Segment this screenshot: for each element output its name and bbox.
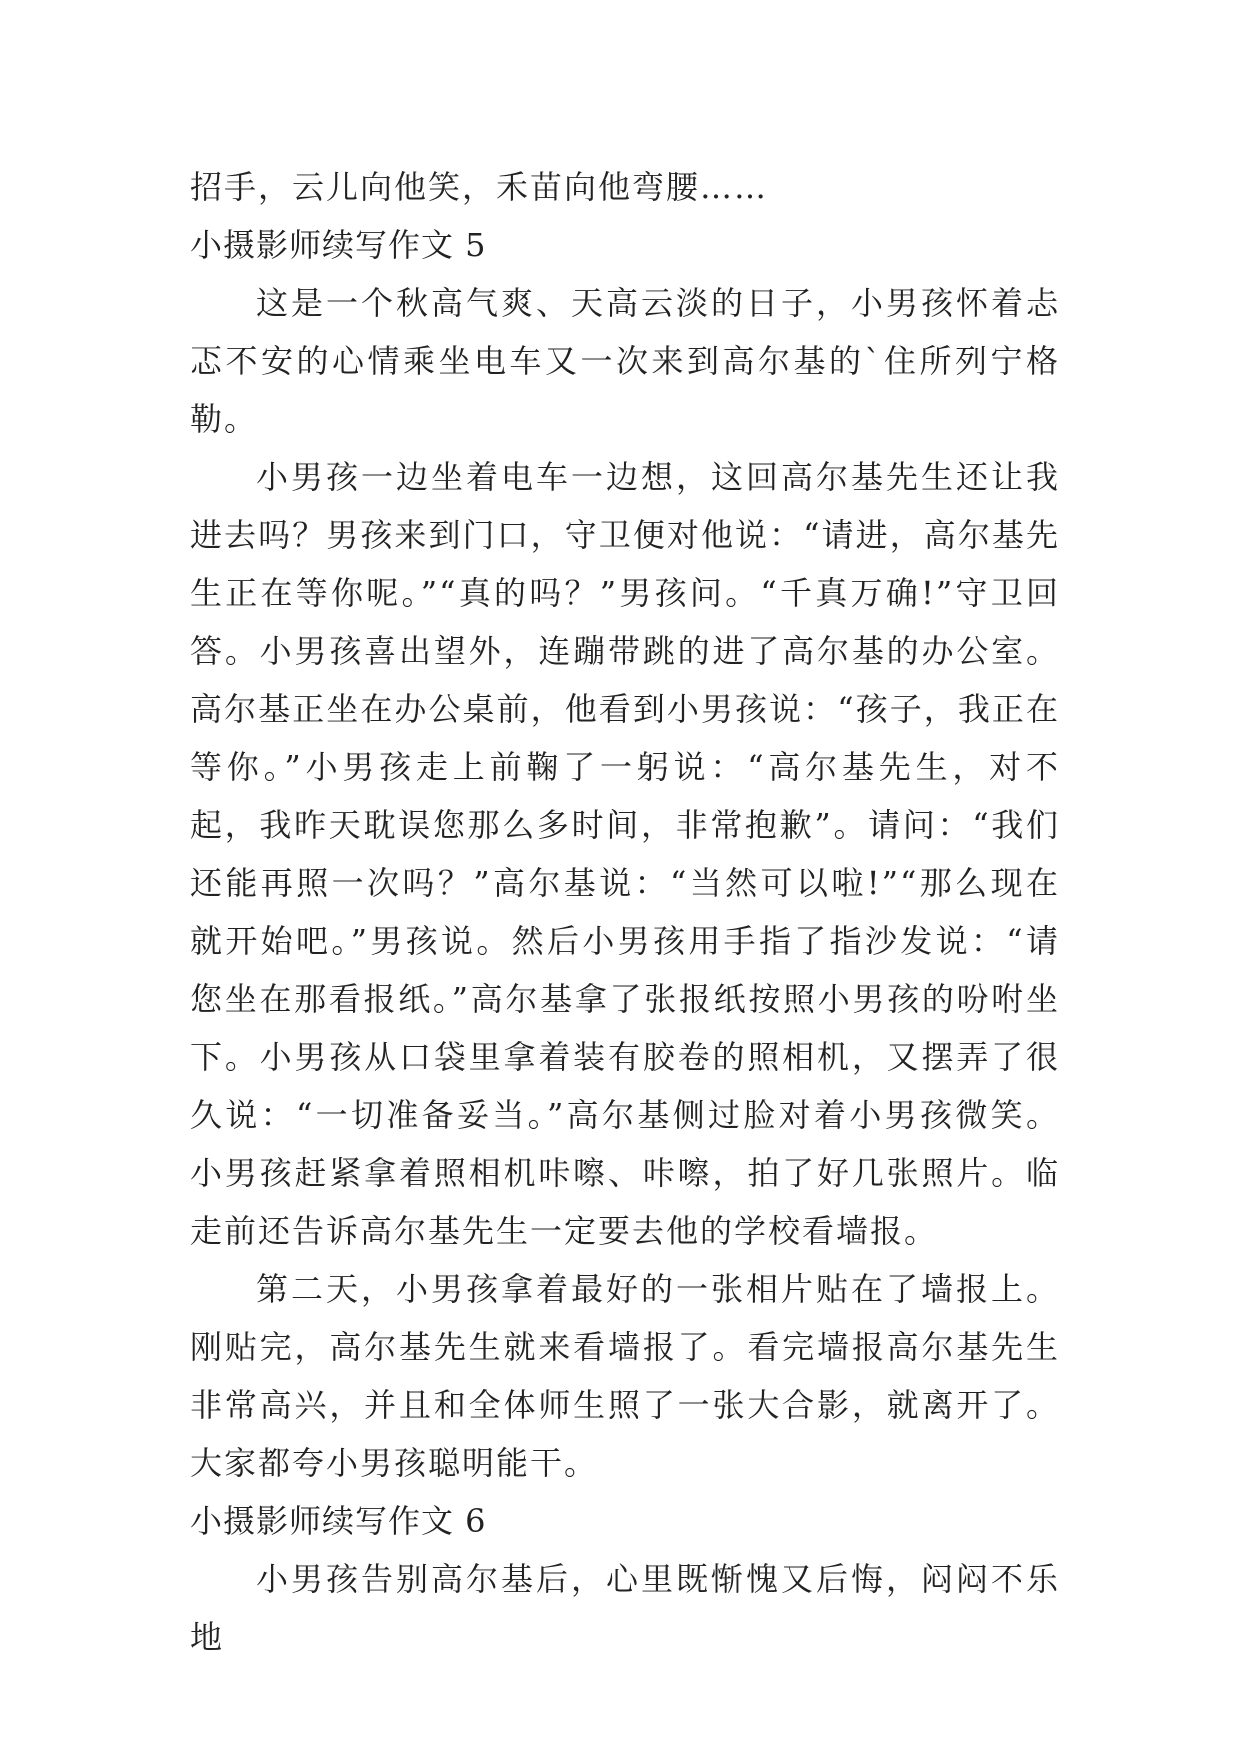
paragraph: 小男孩告别高尔基后，心里既惭愧又后悔，闷闷不乐地 (190, 1560, 1060, 1656)
section-heading-6: 小摄影师续写作文 6 (190, 1502, 487, 1540)
section-heading-5: 小摄影师续写作文 5 (190, 226, 487, 264)
paragraph: 这是一个秋高气爽、天高云淡的日子，小男孩怀着忐忑不安的心情乘坐电车又一次来到高尔基的`住所列宁格勒。 (190, 284, 1060, 438)
paragraph: 第二天，小男孩拿着最好的一张相片贴在了墙报上。刚贴完，高尔基先生就来看墙报了。看完墙报高尔基先生非常高兴，并且和全体师生照了一张大合影，就离开了。大家都夸小男孩聪明能干。 (190, 1270, 1060, 1482)
essay-text (190, 158, 1060, 1666)
paragraph: 小男孩一边坐着电车一边想，这回高尔基先生还让我进去吗？男孩来到门口，守卫便对他说：“请进，高尔基先生正在等你呢。”“真的吗？”男孩问。“千真万确!”守卫回答。小男孩喜出望外，连蹦带跳的进了高尔基的办公室。高尔基正坐在办公桌前，他看到小男孩说：“孩子，我正在等你。”小男孩走上前鞠了一躬说：“高尔基先生，对不起，我昨天耽误您那么多时间，非常抱歉”。请问：“我们还能再照一次吗？”高尔基说：“当然可以啦!”“那么现在就开始吧。”男孩说。然后小男孩用手指了指沙发说：“请您坐在那看报纸。”高尔基拿了张报纸按照小男孩的吩咐坐下。小男孩从口袋里拿着装有胶卷的照相机，又摆弄了很久说：“一切准备妥当。”高尔基侧过脸对着小男孩微笑。小男孩赶紧拿着照相机咔嚓、咔嚓，拍了好几张照片。临走前还告诉高尔基先生一定要去他的学校看墙报。 (190, 458, 1060, 1250)
paragraph-continuation: 招手，云儿向他笑，禾苗向他弯腰…… (190, 168, 769, 206)
